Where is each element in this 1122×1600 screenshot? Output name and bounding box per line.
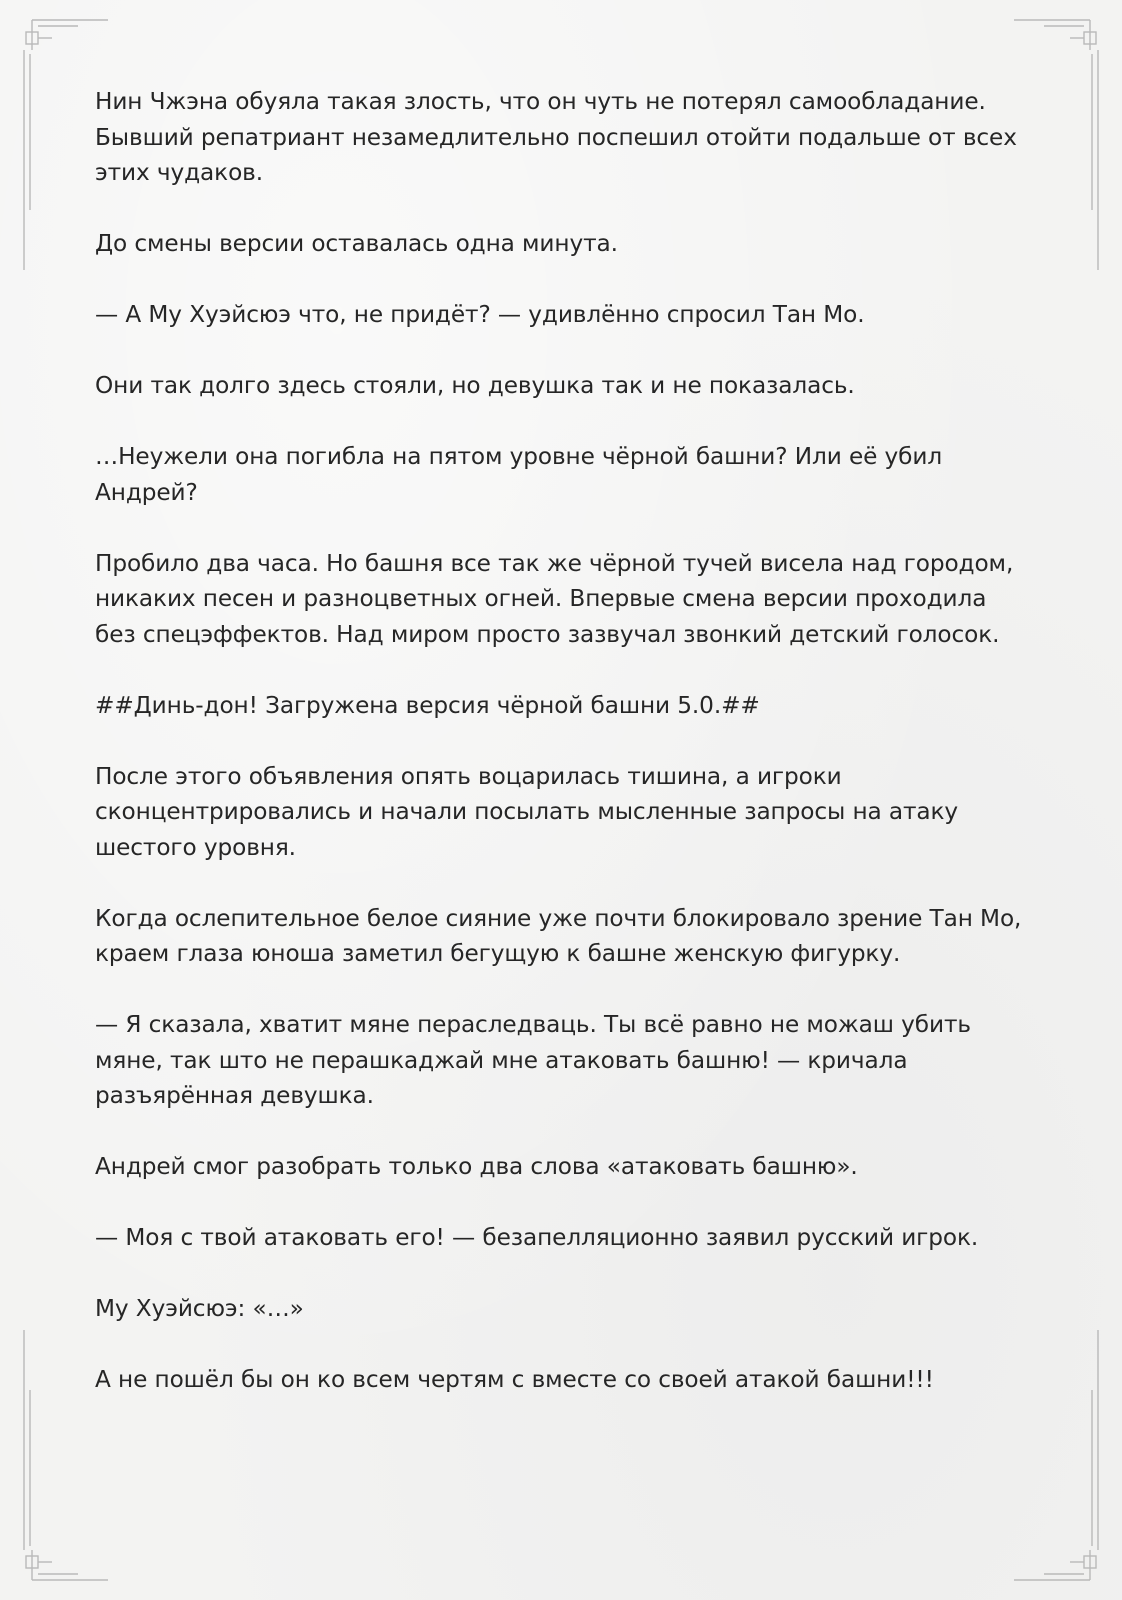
paragraph: Когда ослепительное белое сияние уже почти блокировало зрение Тан Мо, краем глаза юноша заметил бегущую к башне женскую фигурку. <box>95 904 1022 967</box>
story-text <box>95 84 1030 1433</box>
paragraph: Му Хуэйсюэ: «…» <box>95 1295 304 1322</box>
paragraph: …Неужели она погибла на пятом уровне чёрной башни? Или её убил Андрей? <box>95 443 943 506</box>
paragraph: Пробило два часа. Но башня все так же чёрной тучей висела над городом, никаких песен и разноцветных огней. Впервые смена версии проходила без спецэффектов. Над миром просто зазвучал звонкий детский голосок. <box>95 549 1014 648</box>
paragraph: Нин Чжэна обуяла такая злость, что он чуть не потерял самообладание. Бывший репатриант незамедлительно поспешил отойти подальше от всех этих чудаков. <box>95 88 1017 186</box>
paragraph: ##Динь-дон! Загружена версия чёрной башни 5.0.## <box>95 691 760 719</box>
paragraph: До смены версии оставалась одна минута. <box>95 230 618 257</box>
paragraph: Андрей смог разобрать только два слова «атаковать башню». <box>95 1153 858 1180</box>
paragraph: А не пошёл бы он ко всем чертям с вместе со своей атакой башни!!! <box>95 1366 934 1393</box>
paragraph: Они так долго здесь стояли, но девушка так и не показалась. <box>95 372 855 399</box>
paragraph: — Я сказала, хватит мяне перaследваць. Ты всё равно не можаш убить мяне, так што не перашкаджай мне атаковать башню! — кричала разъярённая девушка. <box>95 1011 971 1109</box>
paragraph: — А Му Хуэйсюэ что, не придёт? — удивлённо спросил Тан Мо. <box>95 301 865 328</box>
paragraph: — Моя с твой атаковать его! — безапелляционно заявил русский игрок. <box>95 1224 979 1251</box>
paragraph: После этого объявления опять воцарилась тишина, а игроки сконцентрировались и начали посылать мысленные запросы на атаку шестого уровня. <box>95 762 959 861</box>
